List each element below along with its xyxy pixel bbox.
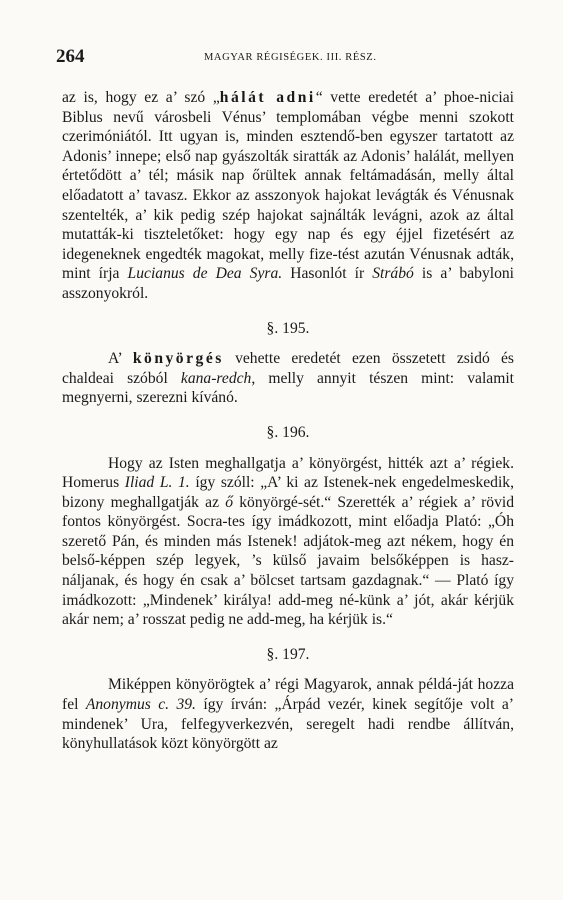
text-run: , melly annyit tészen mint: valamit megnyerni, szerezni kívánó. bbox=[62, 369, 514, 407]
text-run: így szóll: „A’ ki az Istenek-nek engedelmeskedik, bizony meghallgatják az bbox=[62, 474, 514, 511]
text-run: is a’ babyloni asszonyokról. bbox=[62, 265, 515, 302]
emphasized-term: hálát adni bbox=[219, 89, 316, 106]
text-run: Hogy az Isten meghallgatja a’ könyörgést, hitték azt a’ régiek. Homerus bbox=[62, 454, 514, 492]
text-run: vehette eredetét ezen összetett zsidó és chaldeai szóból bbox=[62, 350, 515, 387]
paragraph-prayer bbox=[62, 454, 514, 630]
text-run: az is, hogy ez a’ szó „ bbox=[62, 89, 220, 106]
citation-author: Strábó bbox=[372, 265, 414, 283]
section-heading-197: §. 197. bbox=[266, 645, 310, 663]
text-run: könyörgé-sét.“ Szerették a’ régiek a’ rövid fontos könyörgést. Socra-tes így imádkozott, mint előadja Plató: „Óh szerető Pán, és minden más Istenek! adjátok-meg azt nékem, hogy én belső-képpen szép legyek, ’s külső javaim belsőképpen is hasz-náljanak, és hogy én csak a’ bölcset tartsam gazdagnak.“ — Plató így imádkozott: „Mindenek’ királya! add-meg né-künk a’ jót, akár kérjük akár nem; a’ rosszat pedig ne add-meg, ha kérjük is.“ bbox=[62, 493, 514, 629]
section-heading-196: §. 196. bbox=[266, 423, 310, 441]
page-body bbox=[62, 88, 514, 754]
citation: Anonymus c. 39. bbox=[85, 696, 196, 714]
page-header bbox=[56, 46, 517, 72]
text-run: “ vette eredetét a’ phoe-niciai Biblus nevű városbeli Vénus’ templomában végbe menni szokott czerimóniától. Itt ugyan is, minden esztendő-ben egyszer tartatott az Adonis’ innepe; első nap gyászolták siratták az Adonis’ halálát, mellyen értetődött a’ tél; másik nap őrültek annak feltámadásán, melly által előadatott a’ tavasz. Ekkor az asszonyok hajokat levágták és Vénusnak szentelték, a’ kik pedig szép hajokat sajnálták levágni, azok az által mutatták-ki tiszteletőket: hogy egy nap és egy éjjel fizetésért az idegeneknek engedték magokat, melly fize-tést azután Vénusnak adták, mint írja bbox=[62, 89, 514, 283]
citation: Lucianus de Dea Syra. bbox=[127, 265, 283, 283]
text-run: így írván: „Árpád vezér, kinek segítője volt a’ mindenek’ Ura, felfegyverkezvén, seregelt hadi rendbe állítván, könyhullatások közt könyörgött az bbox=[62, 696, 514, 753]
text-run: A’ bbox=[108, 350, 133, 368]
running-title: MAGYAR RÉGISÉGEK. III. RÉSZ. bbox=[204, 52, 377, 63]
paragraph-konyorges bbox=[62, 349, 514, 408]
paragraph-hungarians bbox=[62, 675, 514, 753]
section-heading-195: §. 195. bbox=[266, 319, 310, 337]
text-run: Miképpen könyörögtek a’ régi Magyarok, annak példá-ját hozza fel bbox=[62, 676, 514, 714]
foreign-word: kana-redch bbox=[180, 369, 252, 387]
citation: Iliad L. 1. bbox=[124, 474, 190, 492]
emphasized-word: ő bbox=[225, 493, 234, 511]
paragraph-adonis bbox=[62, 88, 514, 304]
text-run: Hasonlót ír bbox=[282, 265, 373, 283]
page-number: 264 bbox=[56, 46, 85, 67]
emphasized-term: könyörgés bbox=[132, 350, 224, 368]
